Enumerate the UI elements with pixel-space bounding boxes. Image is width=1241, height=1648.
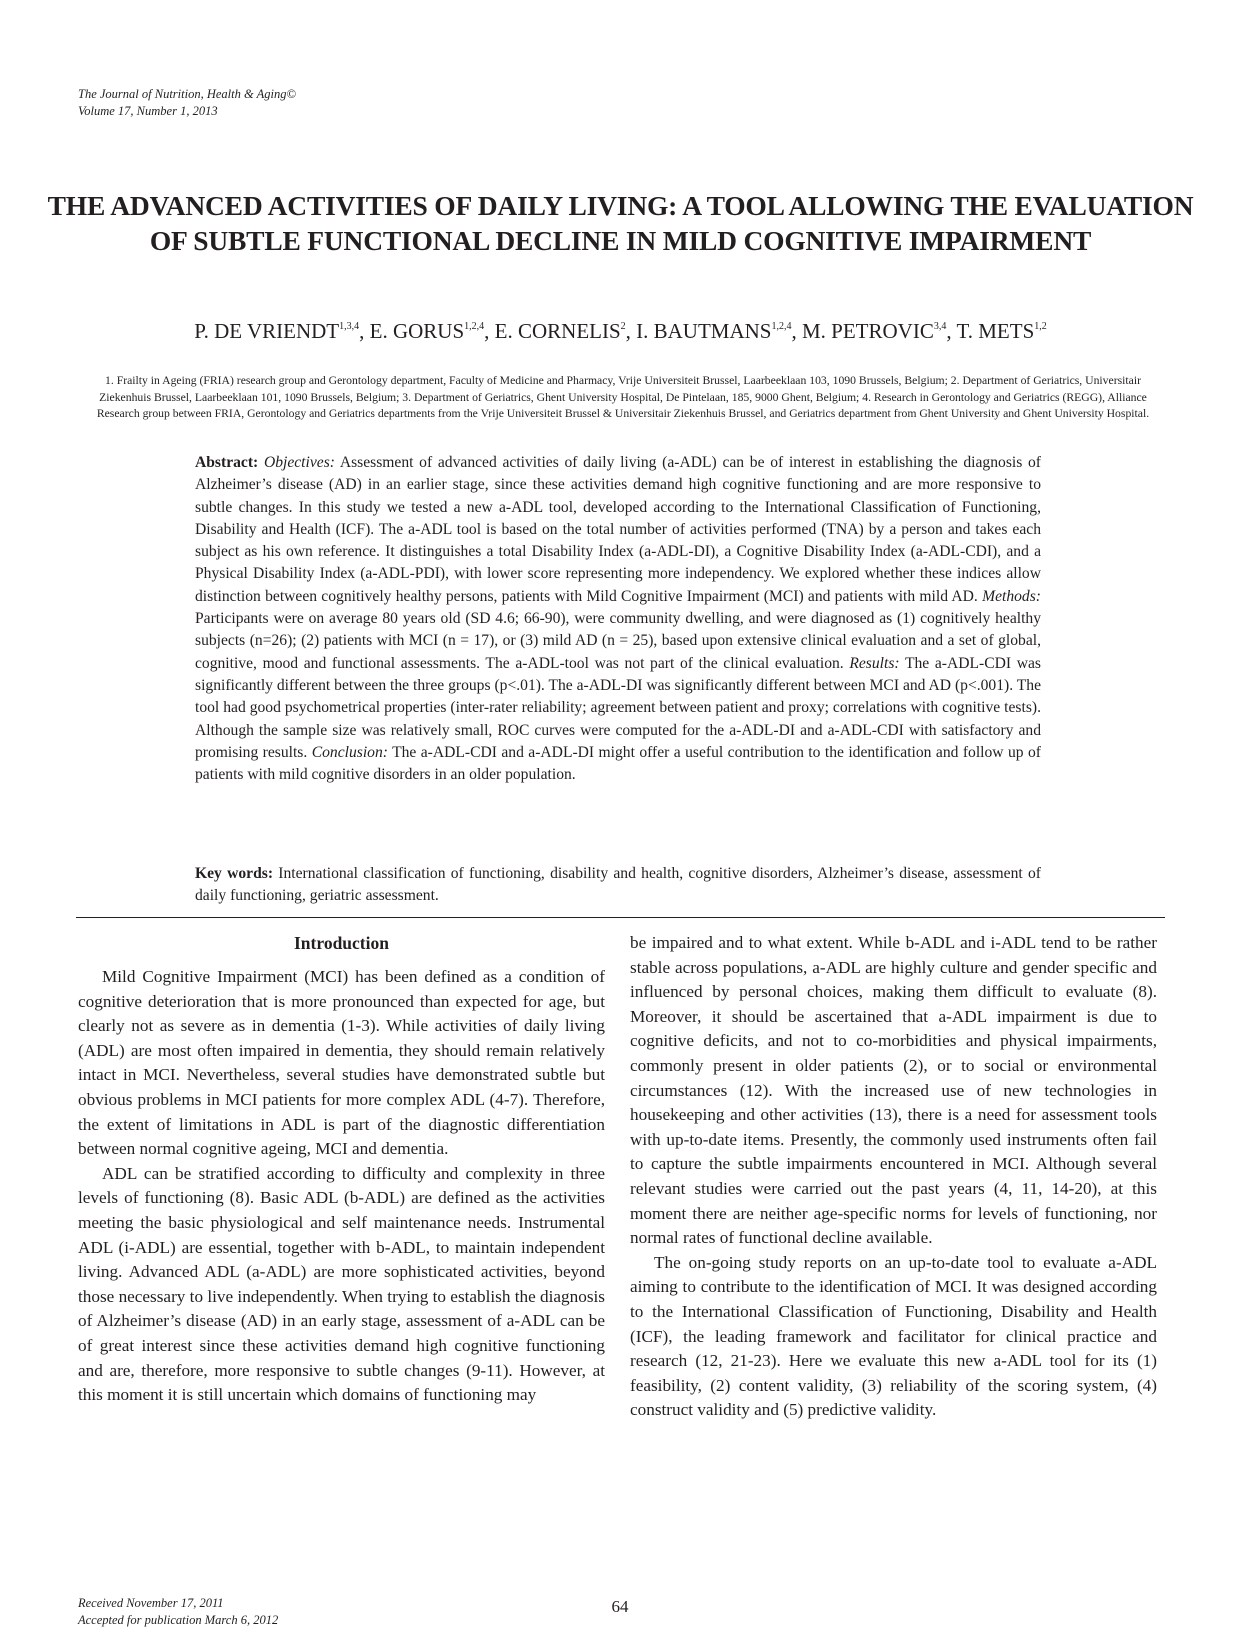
author: P. DE VRIENDT$^{1,3,4}$ <box>194 319 360 343</box>
results-text: The a-ADL-CDI was significantly different between the three groups (p<.01). The a-ADL-DI was significantly different between MCI and AD (p<.001). The tool had good psychometrical properties (inter-rater reliability; agreement between patient and proxy; correlations with cognitive tests). Although the sample size was relatively small, ROC curves were computed for the a-ADL-DI and a-ADL-CDI with satisfactory and promising results. <box>195 654 1041 761</box>
abstract <box>195 452 1041 786</box>
objectives-label: Objectives: <box>263 454 335 471</box>
author-list: P. DE VRIENDT$^{1,3,4}$, E. GORUS$^{1,2,4}$, E. CORNELIS$^2$, I. BAUTMANS$^{1,2,4}$, M. PETROVIC$^{3,4}$, T. METS$^{1,2}$ <box>194 319 1047 343</box>
accepted-date: Accepted for publication March 6, 2012 <box>78 1613 279 1627</box>
conclusion-text: The a-ADL-CDI and a-ADL-DI might offer a useful contribution to the identification and follow up of patients with mild cognitive disorders in an older population. <box>195 743 1041 784</box>
received-date: Received November 17, 2011 <box>78 1596 224 1610</box>
conclusion-label: Conclusion: <box>311 743 388 761</box>
results-label: Results: <box>849 654 900 672</box>
body-paragraph: The on-going study reports on an up-to-date tool to evaluate a-ADL aiming to contribute to the identification of MCI. It was designed according to the International Classification of Functioning, Disability and Health (ICF), the leading framework and facilitator for clinical practice and research (12, 21-23). Here we evaluate this new a-ADL tool for its (1) feasibility, (2) content validity, (3) reliability of the scoring system, (4) construct validity and (5) predictive validity. <box>630 1252 1157 1420</box>
left-column <box>78 931 605 1408</box>
keywords-text: International classification of functioning, disability and health, cognitive disorders, Alzheimer’s disease, assessment of daily functioning, geriatric assessment. <box>195 865 1041 905</box>
author: I. BAUTMANS$^{1,2,4}$ <box>636 319 792 343</box>
body-paragraph: ADL can be stratified according to difficulty and complexity in three levels of functioning (8). Basic ADL (b-ADL) are defined as the activities meeting the basic physiological and self maintenance needs. Instrumental ADL (i-ADL) are essential, together with b-ADL, to maintain independent living. Advanced ADL (a-ADL) are more sophisticated activities, beyond those necessary to live independently. When trying to establish the diagnosis of Alzheimer’s disease (AD) in an early stage, assessment of a-ADL can be of great interest since these activities demand high cognitive functioning and are, therefore, more responsive to subtle changes (9-11). However, at this moment it is still uncertain which domains of functioning may <box>78 1163 605 1405</box>
journal-header <box>78 86 296 120</box>
methods-label: Methods: <box>982 587 1041 605</box>
page-number: 64 <box>611 1597 629 1616</box>
author: E. GORUS$^{1,2,4}$ <box>369 319 485 343</box>
author: M. PETROVIC$^{3,4}$ <box>801 319 947 343</box>
objectives-text: Assessment of advanced activities of daily living (a-ADL) can be of interest in establishing the diagnosis of Alzheimer’s disease (AD) in an earlier stage, since these activities demand high cognitive functioning and are more responsive to subtle changes. In this study we tested a new a-ADL tool, developed according to the International Classification of Functioning, Disability and Health (ICF). The a-ADL tool is based on the total number of activities performed (TNA) by a person and takes each subject as his own reference. It distinguishes a total Disability Index (a-ADL-DI), a Cognitive Disability Index (a-ADL-CDI), and a Physical Disability Index (a-ADL-PDI), with lower score representing more independency. We explored whether these indices allow distinction between cognitively healthy persons, patients with Mild Cognitive Impairment (MCI) and patients with mild AD. <box>195 454 1041 605</box>
journal-volume: Volume 17, Number 1, 2013 <box>78 104 218 118</box>
author: T. METS$^{1,2}$ <box>956 319 1047 343</box>
keywords <box>195 863 1041 908</box>
article-title: THE ADVANCED ACTIVITIES OF DAILY LIVING: A TOOL ALLOWING THE EVALUATION OF SUBTLE FUNCTIONAL DECLINE IN MILD COGNITIVE IMPAIRMENT <box>47 190 1194 256</box>
body-paragraph: be impaired and to what extent. While b-ADL and i-ADL tend to be rather stable across populations, a-ADL are highly culture and gender specific and influenced by personal choices, making them difficult to evaluate (8). Moreover, it should be ascertained that a-ADL impairment is due to cognitive deficits, and not to co-morbidities and physical impairments, commonly present in older patients (2), or to social or environmental circumstances (12). With the increased use of new technologies in housekeeping and other activities (13), there is a need for assessment tools with up-to-date items. Presently, the commonly used instruments often fail to capture the subtle impairments encountered in MCI. Although several relevant studies were carried out the past years (4, 11, 14-20), at this moment there are neither age-specific norms for levels of functioning, nor normal rates of functional decline available. <box>630 933 1157 1248</box>
body-paragraph: Mild Cognitive Impairment (MCI) has been defined as a condition of cognitive deterioration that is more pronounced than expected for age, but clearly not as severe as in dementia (1-3). While activities of daily living (ADL) are most often impaired in dementia, they should remain relatively intact in MCI. Nevertheless, several studies have demonstrated subtle but obvious problems in MCI patients for more complex ADL (4-7). Therefore, the extent of limitations in ADL is part of the diagnostic differentiation between normal cognitive ageing, MCI and dementia. <box>78 967 605 1159</box>
journal-name: The Journal of Nutrition, Health & Aging© <box>78 87 296 101</box>
author: E. CORNELIS$^2$ <box>494 319 626 343</box>
keywords-label: Key words: <box>195 865 274 882</box>
section-divider <box>76 917 1165 918</box>
section-heading-introduction: Introduction <box>294 933 389 953</box>
affiliations: 1. Frailty in Ageing (FRIA) research group and Gerontology department, Faculty of Medicine and Pharmacy, Vrije Universiteit Brussel, Laarbeeklaan 103, 1090 Brussels, Belgium; 2. Department of Geriatrics, Universitair Ziekenhuis Brussel, Laarbeeklaan 101, 1090 Brussels, Belgium; 3. Department of Geriatrics, Ghent University Hospital, De Pintelaan, 185, 9000 Ghent, Belgium; 4. Research in Gerontology and Geriatrics (REGG), Alliance Research group between FRIA, Gerontology and Geriatrics departments from the Vrije Universiteit Brussel & Universitair Ziekenhuis Brussel, and Geriatrics department from Ghent University and Ghent University Hospital. <box>96 374 1150 420</box>
methods-text: Participants were on average 80 years old (SD 4.6; 66-90), were community dwelling, and were diagnosed as (1) cognitively healthy subjects (n=26); (2) patients with MCI (n = 17), or (3) mild AD (n = 25), based upon extensive clinical evaluation and a set of global, cognitive, mood and functional assessments. The a-ADL-tool was not part of the clinical evaluation. <box>195 610 1041 672</box>
abstract-label: Abstract: <box>195 454 259 471</box>
right-column <box>630 931 1157 1423</box>
publication-dates <box>78 1595 278 1629</box>
